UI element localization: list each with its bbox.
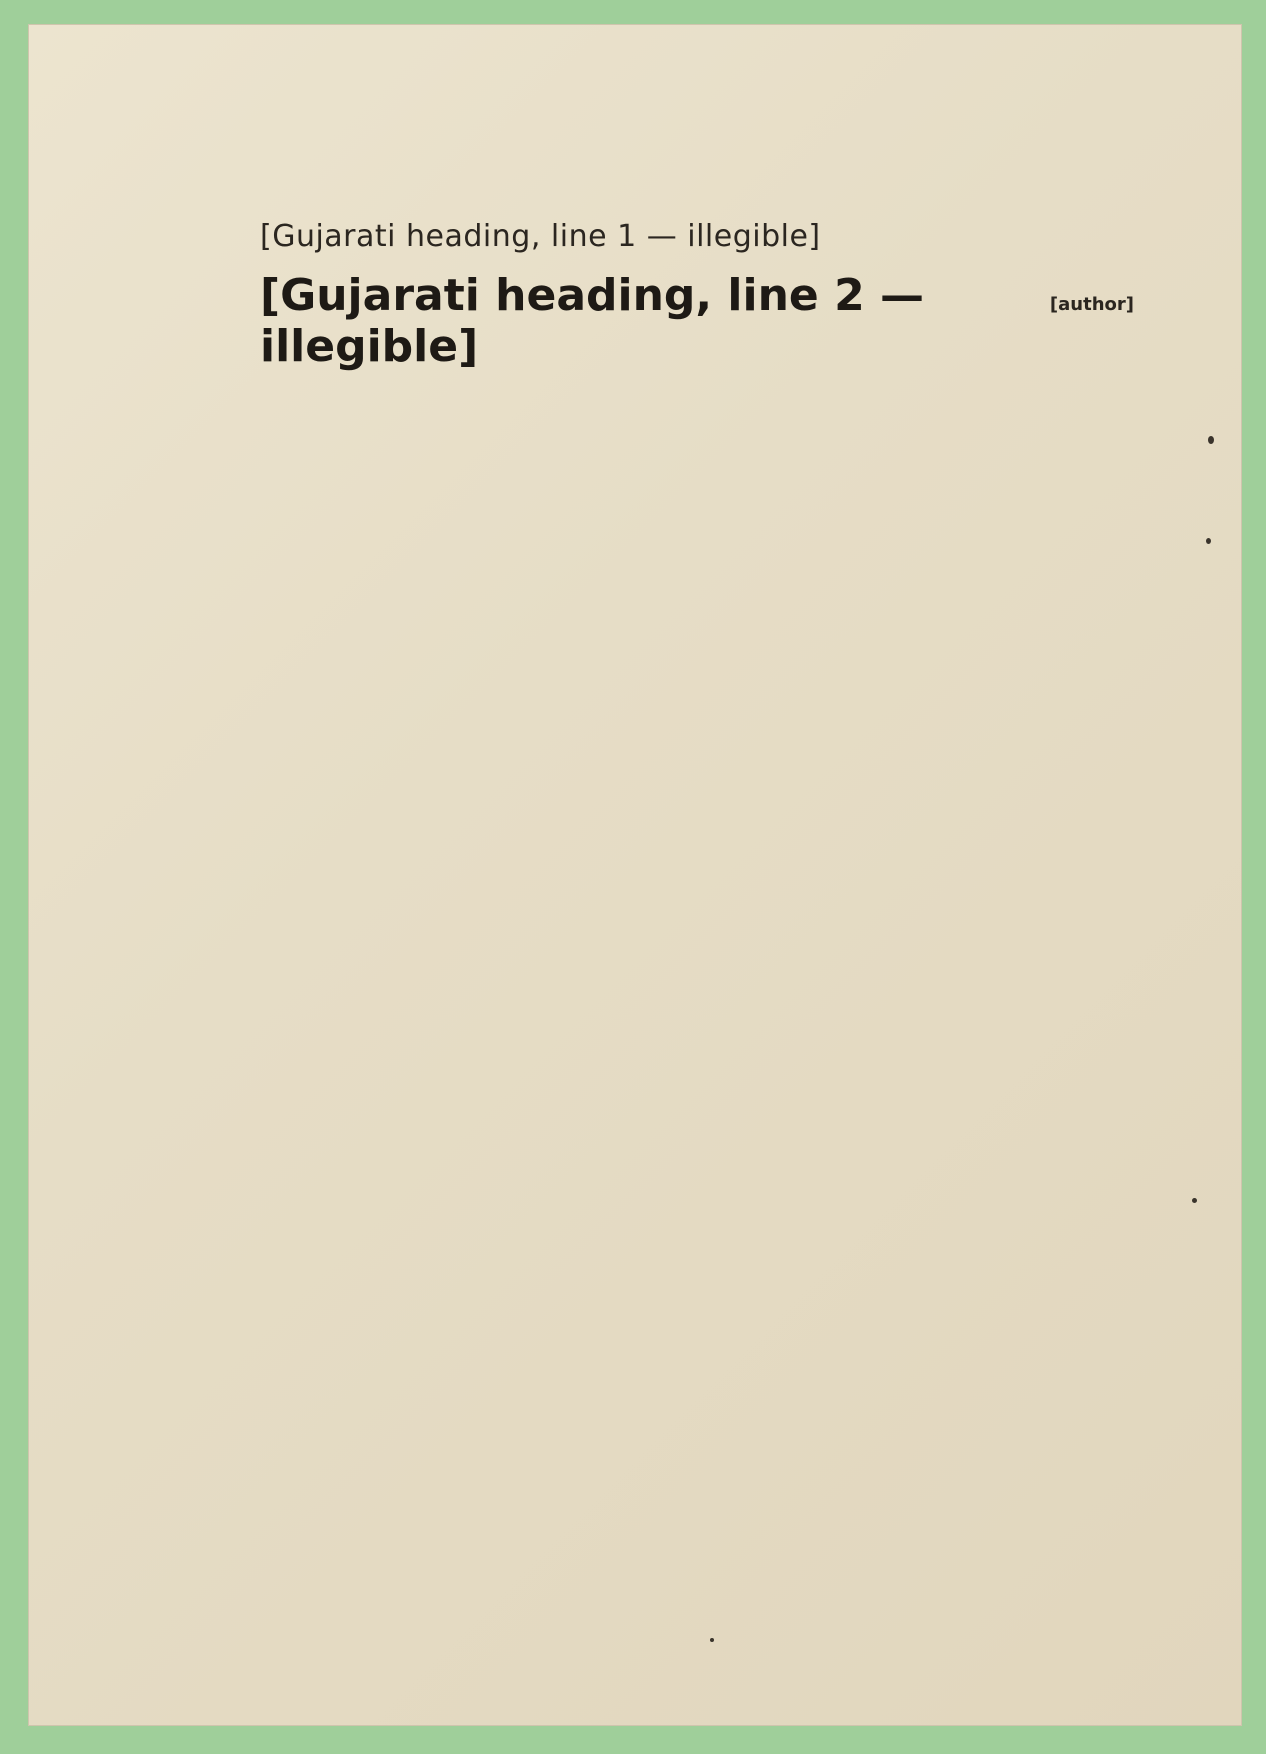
speck-mark xyxy=(1192,1198,1197,1203)
speck-mark xyxy=(710,1638,714,1642)
heading-line-2: [Gujarati heading, line 2 — illegible] xyxy=(260,270,925,372)
speck-mark xyxy=(1206,538,1211,544)
page-sheet xyxy=(28,24,1242,1726)
heading-line-1: [Gujarati heading, line 1 — illegible] xyxy=(260,219,821,254)
author-name: [author] xyxy=(1049,294,1134,315)
heading-row xyxy=(260,270,1140,372)
article xyxy=(260,219,1140,386)
speck-mark xyxy=(1208,436,1214,444)
